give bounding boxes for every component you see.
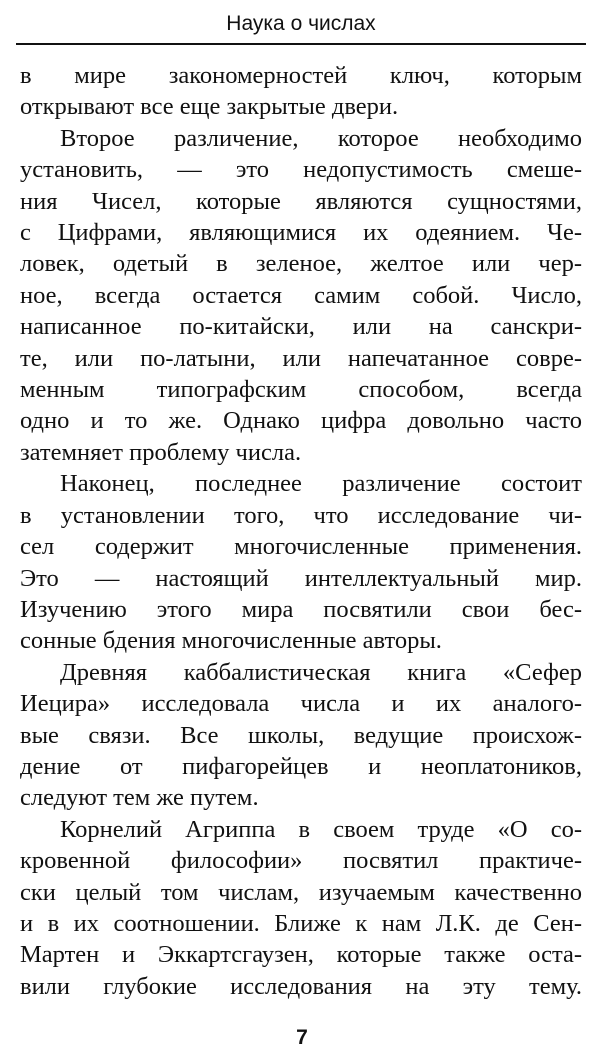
text-line: менным типографским способом, всегда (20, 376, 582, 404)
page-number: 7 (296, 1026, 308, 1049)
text-line: Второе различение, которое необходимо (60, 124, 582, 152)
text-line: Иецира» исследовала числа и их аналого- (20, 690, 582, 718)
text-line: Это — настоящий интеллектуальный мир. (20, 564, 582, 592)
text-line: и в их соотношении. Ближе к нам Л.К. де Сен- (20, 909, 582, 937)
running-head-title: Наука о числах (226, 12, 376, 35)
text-line: Изучению этого мира посвятили свои бес- (20, 595, 582, 623)
paragraph (20, 468, 582, 656)
text-line: одно и то же. Однако цифра довольно часто (20, 407, 582, 435)
paragraph (20, 657, 582, 814)
text-line: ски целый том числам, изучаемым качественно (20, 878, 582, 906)
text-line: ловек, одетый в зеленое, желтое или чер- (20, 250, 582, 278)
text-line: вые связи. Все школы, ведущие происхож- (20, 721, 582, 749)
text-line: дение от пифагорейцев и неоплатоников, (20, 752, 582, 780)
text-line: Мартен и Эккартсгаузен, которые также оста- (20, 941, 582, 969)
header-rule (16, 43, 586, 45)
text-line: те, или по-латыни, или напечатанное совре- (20, 344, 582, 372)
text-line: ния Чисел, которые являются сущностями, (20, 187, 582, 215)
text-line: Древняя каббалистическая книга «Сефер (60, 658, 582, 686)
paragraph (20, 814, 582, 1002)
text-line: следуют тем же путем. (20, 784, 259, 812)
body-text (20, 60, 582, 1002)
text-line: Наконец, последнее различение состоит (60, 470, 582, 498)
text-line: ное, всегда остается самим собой. Число, (20, 281, 582, 309)
text-line: написанное по-китайски, или на санскри- (20, 313, 582, 341)
text-line: в мире закономерностей ключ, которым (20, 62, 582, 89)
paragraph (20, 60, 582, 123)
text-line: сонные бдения многочисленные авторы. (20, 627, 442, 655)
text-line: Корнелий Агриппа в своем труде «О со- (60, 815, 582, 843)
text-line: кровенной философии» посвятил практиче- (20, 847, 582, 875)
text-line: затемняет проблему числа. (20, 438, 302, 466)
text-line: вили глубокие исследования на эту тему. (20, 972, 582, 1000)
text-line: открывают все еще закрытые двери. (20, 93, 399, 121)
paragraph (20, 123, 582, 468)
text-line: установить, — это недопустимость смеше- (20, 156, 582, 184)
text-line: сел содержит многочисленные применения. (20, 533, 582, 561)
text-line: с Цифрами, являющимися их одеянием. Че- (20, 219, 582, 247)
text-line: в установлении того, что исследование чи- (20, 501, 582, 529)
